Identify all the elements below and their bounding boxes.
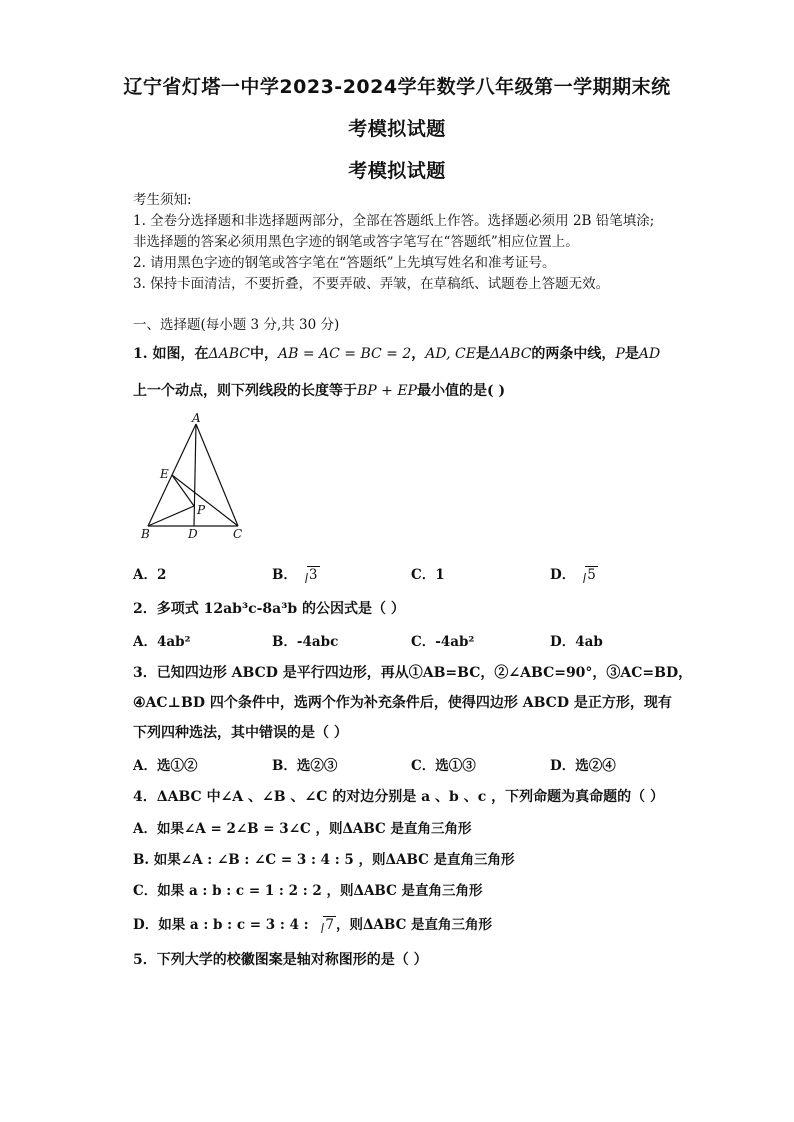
section-heading: 一、选择题(每小题 3 分,共 30 分)	[133, 317, 340, 333]
q1-option-a[interactable]: A．2	[133, 567, 167, 583]
sqrt-symbol: 5	[575, 567, 598, 583]
segment-ep	[172, 475, 194, 506]
q4-option-a[interactable]: A．如果∠A = 2∠B = 3∠C ，则ΔABC 是直角三角形	[133, 821, 472, 837]
q4-option-d[interactable]: D．如果 a : b : c = 3 : 4 : 7 ，则ΔABC 是直角三角形	[133, 917, 493, 933]
label-b: B	[141, 527, 150, 541]
sqrt-symbol: 3	[297, 567, 320, 583]
exam-title-line3: 考模拟试题	[348, 160, 446, 182]
q2-option-b[interactable]: B．-4abc	[272, 634, 339, 650]
label-c: C	[233, 527, 243, 541]
q3-option-b[interactable]: B．选②③	[272, 758, 338, 774]
notice-line-2: 非选择题的答案必须用黑色字迹的钢笔或答字笔写在“答题纸”相应位置上。	[133, 234, 579, 250]
q3-option-c[interactable]: C．选①③	[411, 758, 476, 774]
sqrt-symbol: 7	[313, 917, 336, 933]
notice-line-4: 3. 保持卡面清洁，不要折叠，不要弄破、弄皱，在草稿纸、试题卷上答题无效。	[133, 276, 610, 292]
q1-option-c[interactable]: C．1	[411, 567, 445, 583]
q2-option-a[interactable]: A．4ab²	[133, 634, 191, 650]
median-ad	[194, 424, 196, 526]
label-a: A	[192, 412, 201, 425]
q1-stem-line1: 1. 如图，在ΔABC中，AB = AC = BC = 2，AD, CE是ΔABC的两条中线，P是AD	[133, 346, 661, 362]
q4-option-c[interactable]: C．如果 a : b : c = 1 : 2 : 2 ，则ΔABC 是直角三角形	[133, 883, 483, 899]
q1-option-b[interactable]: B． 3	[272, 567, 318, 583]
label-e: E	[160, 467, 169, 481]
exam-title-line2: 考模拟试题	[348, 118, 446, 140]
q2-option-d[interactable]: D．4ab	[550, 634, 603, 650]
label-p: P	[197, 503, 206, 517]
q3-stem-line1: 3．已知四边形 ABCD 是平行四边形，再从①AB=BC，②∠ABC=90°，③AC=BD，	[133, 665, 693, 681]
exam-title-line1: 辽宁省灯塔一中学2023-2024学年数学八年级第一学期期末统	[123, 76, 671, 98]
q3-option-a[interactable]: A．选①②	[133, 758, 198, 774]
notice-line-3: 2. 请用黑色字迹的钢笔或答字笔在“答题纸”上先填写姓名和准考证号。	[133, 255, 556, 271]
segment-bp	[148, 506, 194, 526]
q5-stem: 5．下列大学的校徽图案是轴对称图形的是（ ）	[133, 952, 428, 968]
notice-heading: 考生须知:	[133, 192, 192, 208]
q3-option-d[interactable]: D．选②④	[550, 758, 616, 774]
q2-stem: 2．多项式 12ab³c-8a³b 的公因式是（ ）	[133, 601, 405, 617]
q1-stem-line2: 上一个动点，则下列线段的长度等于BP + EP最小值的是( )	[133, 383, 506, 399]
q3-stem-line3: 下列四种选法，其中错误的是（ ）	[133, 725, 348, 741]
q1-option-d[interactable]: D． 5	[550, 567, 596, 583]
q4-stem: 4．ΔABC 中∠A 、∠B 、∠C 的对边分别是 a 、b 、c ，下列命题为真命题的（ ）	[133, 789, 664, 805]
q3-stem-line2: ④AC⊥BD 四个条件中，选两个作为补充条件后，使得四边形 ABCD 是正方形，现有	[133, 695, 672, 711]
q2-option-c[interactable]: C．-4ab²	[411, 634, 475, 650]
label-d: D	[188, 527, 198, 541]
triangle-figure	[140, 412, 250, 547]
q4-option-b[interactable]: B. 如果∠A : ∠B : ∠C = 3 : 4 : 5 ，则ΔABC 是直角三角形	[133, 852, 515, 868]
notice-line-1: 1. 全卷分选择题和非选择题两部分，全部在答题纸上作答。选择题必须用 2B 铅笔填涂;	[133, 213, 655, 229]
